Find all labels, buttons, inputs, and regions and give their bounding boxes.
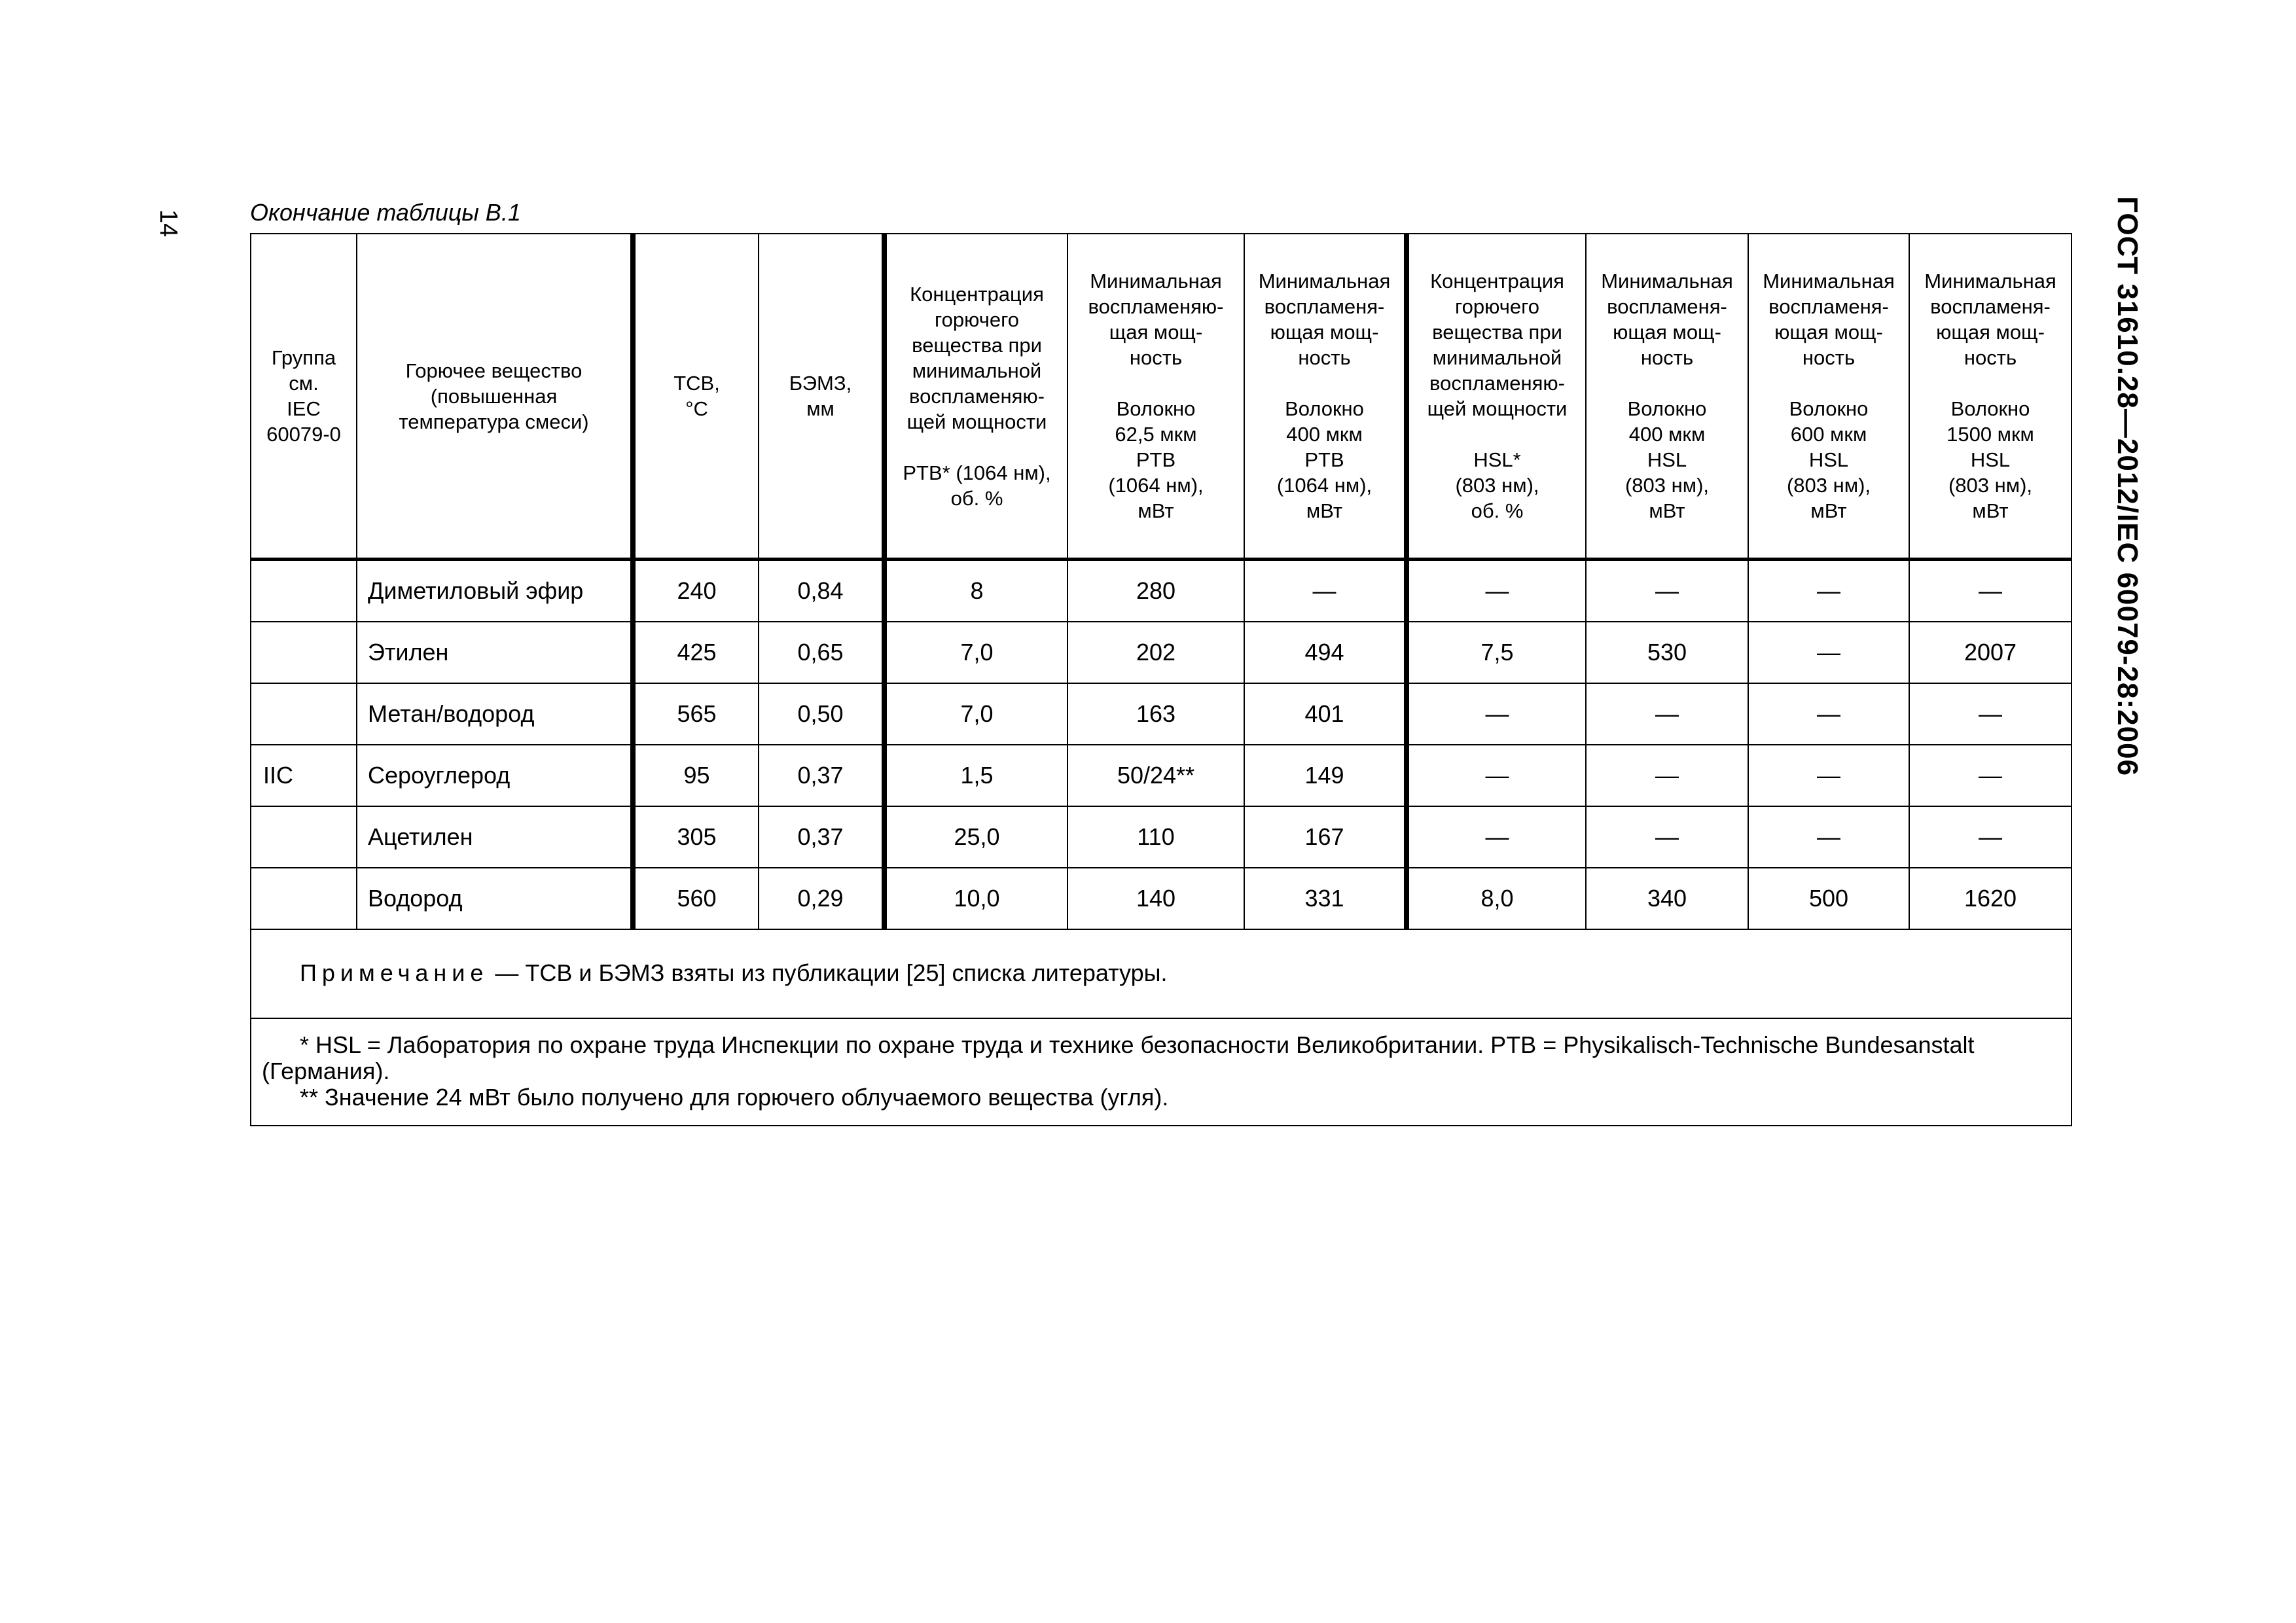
footnote-coal: ** Значение 24 мВт было получено для горючего облучаемого вещества (угля). [300,1084,1169,1111]
header-line: мВт [1810,499,1847,522]
header-line: мВт [1138,499,1174,522]
value-cell: 149 [1244,745,1407,806]
header-line: воспламеняю- [1429,372,1565,395]
header-line: воспламеня- [1768,295,1889,318]
page-number: 14 [154,209,182,238]
value-cell: 110 [1067,806,1244,868]
header-substance [357,234,633,560]
note-label: Примечание [300,959,489,986]
footnote-hsl-ptb: * HSL = Лаборатория по охране труда Инспекции по охране труда и технике безопасности Великобритании. PTB = Physikalisch-Technische Bundesanstalt (Германия). [262,1031,1975,1084]
header-line: БЭМЗ, [789,372,852,395]
header-min-power-62 [1067,234,1244,560]
header-line: мм [806,397,834,420]
value-cell: 565 [633,683,759,745]
table-row [251,868,2072,929]
value-cell: 240 [633,560,759,622]
header-line: Минимальная [1258,270,1391,293]
value-cell: 401 [1244,683,1407,745]
value-cell: — [1909,745,2072,806]
header-line [1072,370,1240,396]
header-line: PTB [1136,448,1176,471]
value-cell: 10,0 [884,868,1067,929]
header-line: (803 нм), [1624,474,1710,497]
value-cell: — [1909,560,2072,622]
header-line: минимальной [1432,346,1562,369]
header-line: 60079-0 [266,423,341,446]
header-line: горючего [1455,295,1539,318]
value-cell: 1620 [1909,868,2072,929]
group-cell [251,622,357,683]
table-caption: Окончание таблицы В.1 [250,199,521,226]
value-cell: — [1748,745,1909,806]
value-cell: 167 [1244,806,1407,868]
value-cell: 7,5 [1407,622,1586,683]
group-cell: IIC [251,745,357,806]
value-cell: 0,37 [759,745,884,806]
value-cell: 7,0 [884,683,1067,745]
header-line: Волокно [1950,397,2030,420]
header-line: Волокно [1285,397,1364,420]
standard-code: ГОСТ 31610.28—2012/IEC 60079-28:2006 [2111,196,2144,777]
value-cell: 494 [1244,622,1407,683]
header-line: см. [289,372,319,395]
header-line: (1064 нм), [1108,474,1204,497]
header-line: Волокно [1116,397,1196,420]
header-line: ность [1129,346,1183,369]
header-line: ющая мощ- [1936,321,2045,344]
header-line: Горючее вещество [405,359,583,382]
data-table [250,233,2072,1126]
value-cell: 280 [1067,560,1244,622]
header-conc-ptb [884,234,1067,560]
value-cell: 0,37 [759,806,884,868]
substance-cell: Водород [357,868,633,929]
header-line [1249,370,1400,396]
header-line: ность [1640,346,1694,369]
header-line: 400 мкм [1286,423,1363,446]
header-line: щая мощ- [1109,321,1203,344]
value-cell: 1,5 [884,745,1067,806]
value-cell: 500 [1748,868,1909,929]
value-cell: 8,0 [1407,868,1586,929]
substance-cell: Метан/водород [357,683,633,745]
header-line [1753,370,1905,396]
value-cell: 340 [1586,868,1748,929]
header-min-power-400-ptb [1244,234,1407,560]
value-cell: 7,0 [884,622,1067,683]
value-cell: 425 [633,622,759,683]
header-line: Минимальная [1601,270,1733,293]
header-line: PTB* (1064 нм), [903,461,1051,484]
value-cell: — [1407,683,1586,745]
table-row [251,745,2072,806]
value-cell: 305 [633,806,759,868]
header-line: ющая мощ- [1774,321,1883,344]
header-line: Минимальная [1090,270,1222,293]
header-line: минимальной [912,359,1042,382]
header-line: 400 мкм [1628,423,1706,446]
value-cell: 530 [1586,622,1748,683]
header-line: Минимальная [1763,270,1895,293]
header-line: воспламеня- [1607,295,1727,318]
footnotes-cell [251,1018,2072,1126]
value-cell: 140 [1067,868,1244,929]
table-row [251,622,2072,683]
header-line: Концентрация [1430,270,1564,293]
header-line: Концентрация [910,282,1044,306]
header-min-power-400-hsl [1586,234,1748,560]
note-row [251,929,2072,1018]
value-cell: 25,0 [884,806,1067,868]
header-line: об. % [1471,499,1524,522]
header-min-power-600-hsl [1748,234,1909,560]
value-cell: — [1586,683,1748,745]
value-cell: — [1407,806,1586,868]
header-line: IEC [287,397,321,420]
substance-cell: Сероуглерод [357,745,633,806]
header-line: HSL [1808,448,1849,471]
value-cell: — [1244,560,1407,622]
value-cell: 331 [1244,868,1407,929]
header-bemz [759,234,884,560]
header-line [1914,370,2067,396]
header-line: °С [685,397,708,420]
value-cell: — [1748,806,1909,868]
header-line: вещества при [1432,321,1562,344]
header-line: мВт [1972,499,2009,522]
header-line: ющая мощ- [1613,321,1721,344]
value-cell: 202 [1067,622,1244,683]
value-cell: 50/24** [1067,745,1244,806]
header-group [251,234,357,560]
value-cell: — [1909,683,2072,745]
note-cell [251,929,2072,1018]
header-line: (803 нм), [1786,474,1871,497]
header-line: Группа [271,346,336,369]
value-cell: — [1586,745,1748,806]
value-cell: 8 [884,560,1067,622]
header-conc-hsl [1407,234,1586,560]
header-line: 62,5 мкм [1115,423,1197,446]
header-line: щей мощности [906,410,1047,433]
header-line: PTB [1304,448,1344,471]
header-min-power-1500-hsl [1909,234,2072,560]
header-line: щей мощности [1427,397,1568,420]
header-line: воспламеняю- [1088,295,1224,318]
table-row [251,683,2072,745]
header-line: HSL* [1473,448,1521,471]
header-line: температура смеси) [399,410,589,433]
header-line: ность [1964,346,2017,369]
header-line [891,435,1063,460]
header-line: 1500 мкм [1946,423,2034,446]
header-line: ющая мощ- [1270,321,1379,344]
group-cell [251,683,357,745]
header-line: воспламеняю- [908,384,1045,408]
group-cell [251,806,357,868]
value-cell: 95 [633,745,759,806]
header-line: ТСВ, [673,372,720,395]
header-line [1413,421,1581,447]
header-line: вещества при [912,333,1042,357]
substance-cell: Диметиловый эфир [357,560,633,622]
value-cell: — [1748,622,1909,683]
header-line: HSL [1970,448,2011,471]
value-cell: 0,84 [759,560,884,622]
value-cell: 560 [633,868,759,929]
header-tsv [633,234,759,560]
value-cell: — [1407,745,1586,806]
footnotes-row [251,1018,2072,1126]
value-cell: — [1407,560,1586,622]
note-text: — ТСВ и БЭМЗ взяты из публикации [25] списка литературы. [488,959,1168,986]
value-cell: 0,50 [759,683,884,745]
group-cell [251,868,357,929]
header-line: 600 мкм [1790,423,1867,446]
header-line: мВт [1306,499,1343,522]
substance-cell: Этилен [357,622,633,683]
value-cell: 0,29 [759,868,884,929]
header-line: Волокно [1789,397,1869,420]
header-line: HSL [1647,448,1687,471]
header-line: воспламеня- [1264,295,1385,318]
header-line: воспламеня- [1930,295,2051,318]
header-line: (повышенная [430,384,558,408]
header-row [251,234,2072,560]
header-line: горючего [935,308,1019,331]
value-cell: — [1909,806,2072,868]
header-line: ность [1802,346,1856,369]
value-cell: 2007 [1909,622,2072,683]
header-line: Волокно [1627,397,1707,420]
table-row [251,560,2072,622]
header-line: Минимальная [1924,270,2056,293]
header-line: ность [1298,346,1351,369]
group-cell [251,560,357,622]
header-line: (803 нм), [1455,474,1539,497]
value-cell: 0,65 [759,622,884,683]
value-cell: — [1586,806,1748,868]
header-line [1590,370,1744,396]
value-cell: — [1748,683,1909,745]
header-line: (803 нм), [1948,474,2033,497]
header-line: (1064 нм), [1276,474,1372,497]
table-row [251,806,2072,868]
value-cell: — [1586,560,1748,622]
substance-cell: Ацетилен [357,806,633,868]
header-line: мВт [1649,499,1685,522]
value-cell: — [1748,560,1909,622]
header-line: об. % [950,486,1003,510]
value-cell: 163 [1067,683,1244,745]
